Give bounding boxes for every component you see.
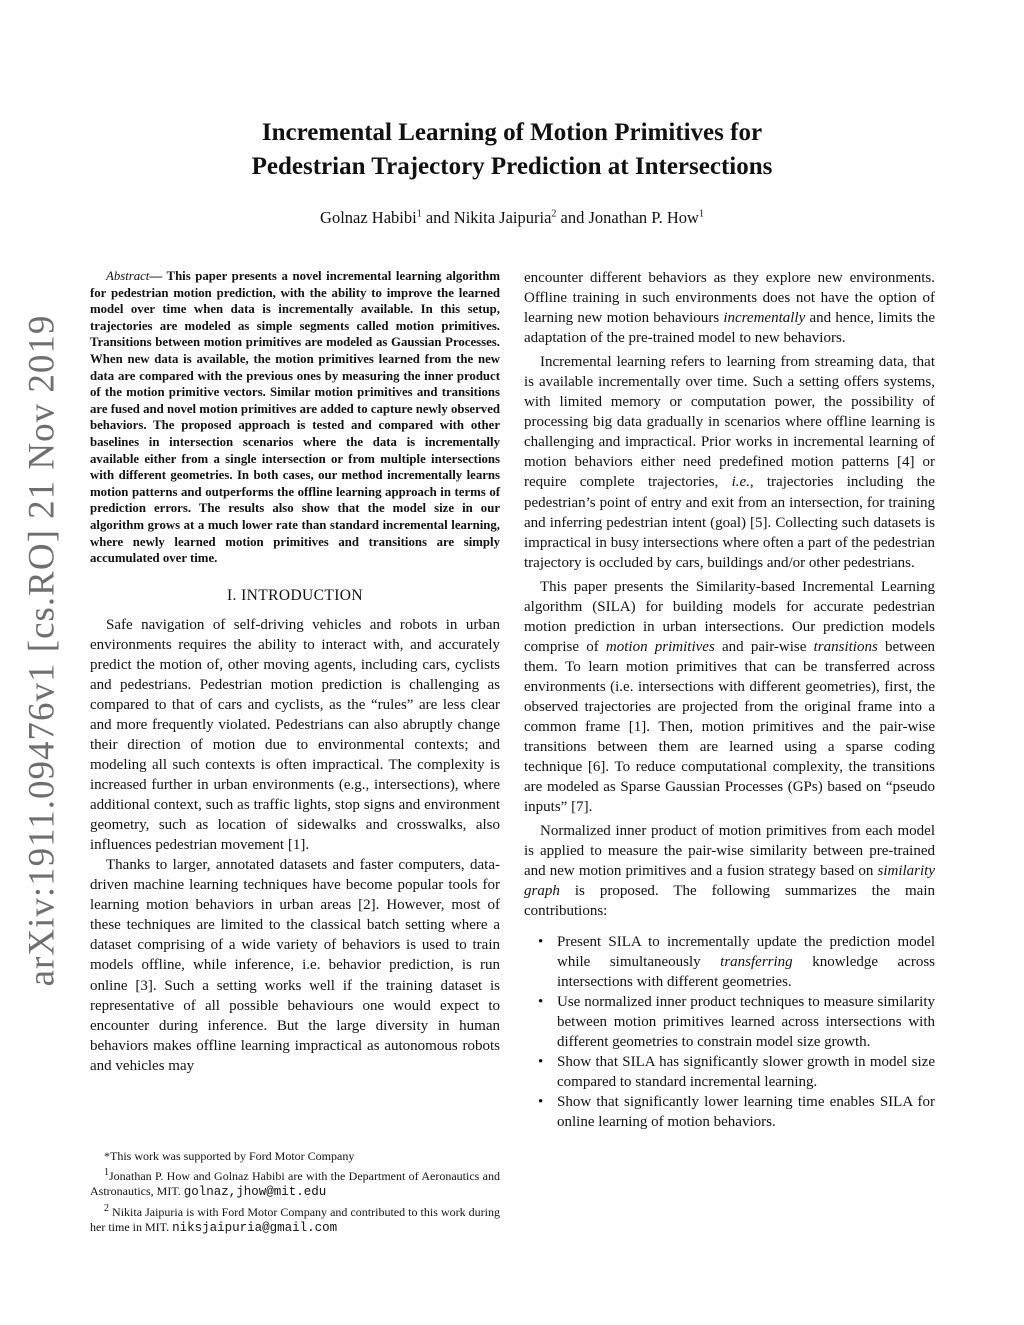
bullet-icon: •: [538, 993, 544, 1010]
paragraph-text: is proposed. The following summarizes the main contributions:: [524, 883, 935, 920]
emphasis-text: incrementally: [723, 310, 806, 327]
paragraph: [524, 352, 935, 573]
footnote-mark: 2: [104, 1202, 109, 1214]
title-line-1: Incremental Learning of Motion Primitives for: [261, 119, 763, 146]
author-name: Jonathan P. How: [588, 208, 699, 227]
bullet-icon: •: [538, 1093, 544, 1110]
footnote: *This work was supported by Ford Motor Company: [104, 1149, 355, 1163]
section-heading-introduction: I. INTRODUCTION: [226, 586, 363, 604]
list-item: [524, 992, 935, 1052]
author-name: Golnaz Habibi: [320, 208, 417, 227]
author-affiliation-mark: 1: [698, 208, 704, 220]
email-address: golnaz,jhow@mit.edu: [183, 1185, 327, 1199]
footnote-text: Nikita Jaipuria is with Ford Motor Company and contributed to this work during her time in MIT.: [90, 1204, 500, 1234]
list-item-text: Show that significantly lower learning time enables SILA for online learning of motion behaviors.: [557, 1093, 935, 1130]
abstract-text: This paper presents a novel incremental learning algorithm for pedestrian motion prediction, with the ability to improve the learned model over time when data is incrementally available. In this setup, trajectories are modeled as simple segments called motion primitives. Transitions between motion primitives are modeled as Gaussian Processes. When new data is available, the motion primitives learned from the new data are compared with the previous ones by measuring the inner product of the motion primitive vectors. Similar motion primitives and transitions are fused and novel motion primitives are added to capture newly observed behaviors. The proposed approach is tested and compared with other baselines in intersection scenarios where the data is incrementally available either from a single intersection or from multiple intersections with different geometries. In both cases, our method incrementally learns motion patterns and outperforms the offline learning approach in terms of prediction errors. The results also show that the model size in our algorithm grows at a much lower rate than standard incremental learning, where newly learned motion primitives and transitions are simply accumulated over time.: [90, 269, 501, 566]
paragraph-text: , trajectories including the pedestrian’s point of entry and exit from an intersection, for training and inferring pedestrian intent (goal) [5]. Collecting such datasets is impractical in busy intersections where often a part of the pedestrian trajectory is occluded by cars, buildings and/or other pedestrians.: [524, 474, 935, 571]
paper-title: [150, 116, 874, 184]
paragraph: [524, 577, 935, 818]
author-separator: and: [421, 208, 454, 227]
right-column: [524, 268, 935, 1132]
left-column: [90, 268, 500, 1076]
author-affiliation-mark: 1: [416, 208, 422, 220]
footnote: [90, 1165, 500, 1201]
abstract-label: Abstract: [106, 269, 150, 283]
footnote-mark: 1: [104, 1166, 109, 1178]
list-item: [524, 932, 935, 992]
paragraph: [524, 821, 935, 921]
paragraph-text: and pair-wise: [714, 638, 814, 655]
author-name: Nikita Jaipuria: [453, 208, 552, 227]
title-line-2: Pedestrian Trajectory Prediction at Intersections: [251, 153, 773, 180]
list-item-text: Use normalized inner product techniques to measure similarity between motion primitives learned across intersections with different geometries to constrain model size growth.: [557, 993, 935, 1050]
footnote: [90, 1201, 500, 1237]
paragraph: Safe navigation of self-driving vehicles and robots in urban environments requires the ability to interact with, and accurately predict the motion of, other moving agents, including cars, cyclists and pedestrians. Pedestrian motion prediction is challenging as compared to that of cars and cyclists, as the “rules” are less clear and more frequently violated. Pedestrians can also abruptly change their direction of motion due to environmental contexts; and modeling all such contexts is often impractical. The complexity is increased further in urban environments (e.g., intersections), where additional context, such as traffic lights, stop signs and environment geometry, such as location of sidewalks and crosswalks, also influences pedestrian movement [1].: [90, 616, 500, 854]
paragraph-text: Normalized inner product of motion primitives from each model is applied to measure the pair-wise similarity between pre-trained and new motion primitives and a fusion strategy based on: [524, 823, 935, 880]
emphasis-text: transferring: [720, 953, 793, 970]
list-item-text: Present SILA to incrementally update the prediction model while simultaneously: [557, 933, 935, 970]
bullet-icon: •: [538, 1053, 544, 1070]
paragraph-text: This paper presents the Similarity-based Incremental Learning algorithm (SILA) for building models for accurate pedestrian motion prediction in urban intersections. Our prediction models comprise of: [524, 578, 935, 655]
arxiv-identifier-margin: [18, 314, 66, 986]
abstract-dash: —: [149, 269, 167, 283]
author-separator: and: [556, 208, 589, 227]
list-item: [524, 1052, 935, 1092]
abstract: [90, 268, 500, 567]
email-address: niksjaipuria@gmail.com: [172, 1221, 338, 1235]
list-item-text: Show that SILA has significantly slower growth in model size compared to standard incremental learning.: [557, 1053, 935, 1090]
list-item: [524, 1092, 935, 1132]
emphasis-text: similarity graph: [524, 863, 935, 900]
paragraph-text: between them. To learn motion primitives that can be transferred across environments (i.e. intersections with different geometries), first, the observed trajectories are projected from the original frame into a common frame [1]. Then, motion primitives and the pair-wise transitions between them are learned using a sparse coding technique [6]. To reduce computational complexity, the transitions are modeled as Sparse Gaussian Processes (GPs) based on “pseudo inputs” [7].: [524, 638, 935, 816]
arxiv-identifier: arXiv:1911.09476v1 [cs.RO] 21 Nov 2019: [21, 314, 63, 986]
footnotes: [90, 1149, 500, 1237]
emphasis-text: motion primitives: [605, 638, 715, 655]
list-item-text: knowledge across intersections with different geometries.: [557, 953, 935, 990]
emphasis-text: i.e.: [731, 474, 750, 491]
author-affiliation-mark: 2: [551, 208, 557, 220]
paragraph-text: Incremental learning refers to learning from streaming data, that is available incrementally over time. Such a setting offers systems, with limited memory or computation power, the possibility of processing big data gradually in scenarios where offline learning is challenging and impractical. Prior works in incremental learning of motion behaviors either need predefined motion patterns [4] or require complete trajectories,: [524, 354, 935, 491]
author-list: [150, 208, 874, 228]
contribution-list: [524, 932, 935, 1132]
paragraph-text: and hence, limits the adaptation of the pre-trained model to new behaviors.: [524, 310, 935, 347]
bullet-icon: •: [538, 933, 544, 950]
paragraph: Thanks to larger, annotated datasets and faster computers, data-driven machine learning techniques have become popular tools for learning motion behaviors in urban areas [2]. However, most of these techniques are limited to the classical batch setting where a dataset comprising of a wide variety of behaviors is used to train models offline, while inference, i.e. behavior prediction, is run online [3]. Such a setting works well if the training dataset is representative of all possible behaviours one would expect to encounter during inference. But the large diversity in human behaviors makes offline learning impractical as autonomous robots and vehicles may: [90, 857, 500, 1074]
paragraph-text: encounter different behaviors as they explore new environments. Offline training in such environments does not have the option of learning new motion behaviours: [524, 270, 935, 327]
emphasis-text: transitions: [813, 638, 878, 655]
paragraph: [524, 268, 935, 348]
footnote-text: Jonathan P. How and Golnaz Habibi are with the Department of Aeronautics and Astronautics, MIT.: [90, 1168, 500, 1198]
